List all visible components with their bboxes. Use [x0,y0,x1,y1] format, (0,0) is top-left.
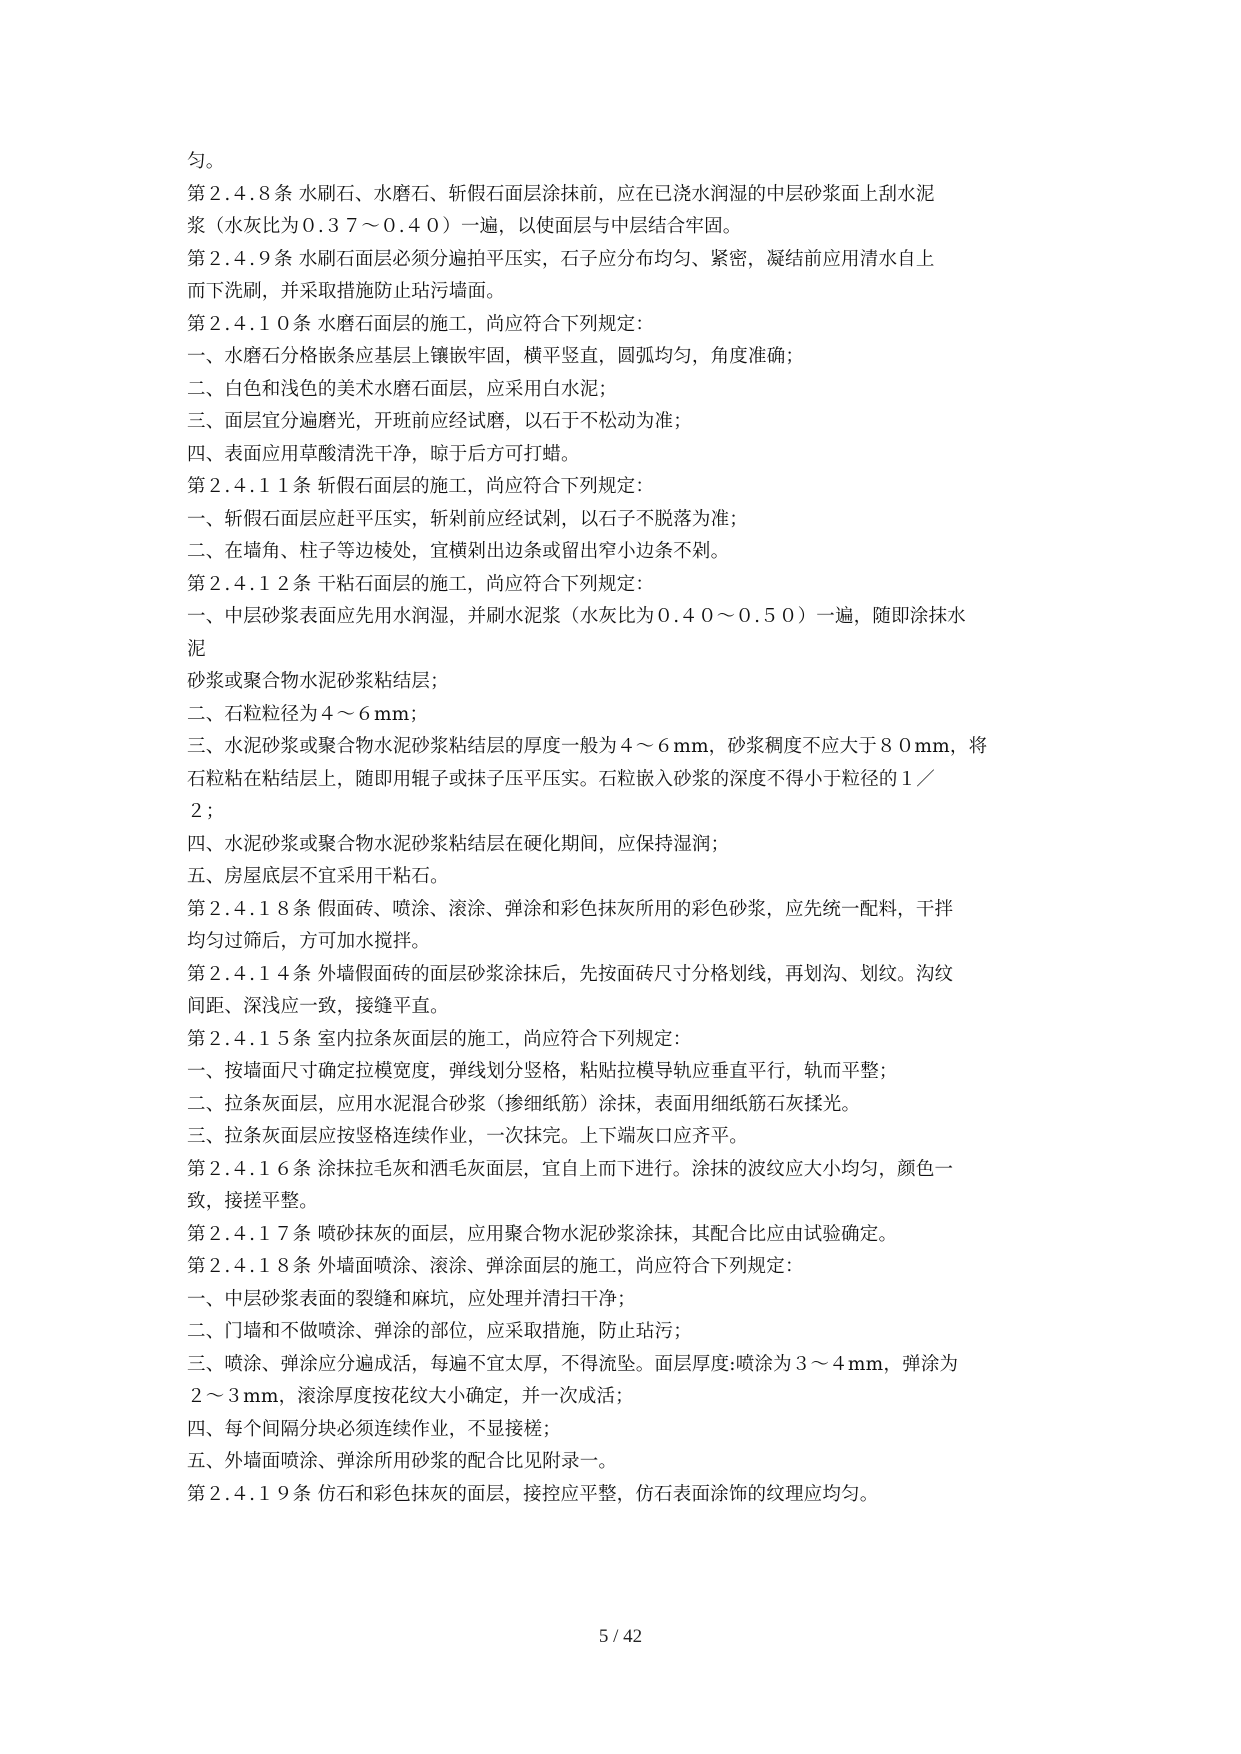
text-line: 第２.４.１２条 干粘石面层的施工，尚应符合下列规定： [187,573,655,595]
text-line: 第２.４.１５条 室内拉条灰面层的施工，尚应符合下列规定： [187,1028,692,1050]
document-body [187,146,1067,1511]
text-line: 第２.４.１８条 假面砖、喷涂、滚涂、弹涂和彩色抹灰所用的彩色砂浆，应先统一配料，干拌 [187,898,954,920]
text-line: 第２.４.９条 水刷石面层必须分遍拍平压实，石子应分布均匀、紧密，凝结前应用清水自上 [187,248,935,270]
text-line: 第２.４.１１条 斩假石面层的施工，尚应符合下列规定： [187,476,655,497]
text-line: 间距、深浅应一致，接缝平直。 [187,996,449,1017]
text-line: 致，接搓平整。 [187,1191,318,1212]
text-line: 四、每个间隔分块必须连续作业，不显接槎； [187,1418,562,1440]
text-line: 一、中层砂浆表面应先用水润湿，并刷水泥浆（水灰比为０.４０～０.５０）一遍，随即涂抹水 [187,606,966,627]
text-line: 均匀过筛后，方可加水搅拌。 [187,931,431,952]
text-line: 第２.４.１４条 外墙假面砖的面层砂浆涂抹后，先按面砖尺寸分格划线，再划沟、划纹。沟纹 [187,963,954,985]
text-line: 二、石粒粒径为４～６mm； [187,703,429,725]
text-line: 三、喷涂、弹涂应分遍成活，每遍不宜太厚，不得流坠。面层厚度:喷涂为３～４mm，弹涂为 [187,1353,959,1375]
text-line: 第２.４.１６条 涂抹拉毛灰和洒毛灰面层，宜自上而下进行。涂抹的波纹应大小均匀，颜色一 [187,1158,954,1180]
text-line: 第２.４.１０条 水磨石面层的施工，尚应符合下列规定： [187,313,655,335]
text-line: ２～３mm，滚涂厚度按花纹大小确定，并一次成活； [187,1386,634,1407]
text-line: 一、斩假石面层应赶平压实，斩剁前应经试剁，以石子不脱落为准； [187,508,749,530]
text-line: 二、门墙和不做喷涂、弹涂的部位，应采取措施，防止玷污； [187,1321,692,1342]
text-line: 二、白色和浅色的美术水磨石面层，应采用白水泥； [187,378,618,400]
text-line: 一、按墙面尺寸确定拉模宽度，弹线划分竖格，粘贴拉模导轨应垂直平行，轨而平整； [187,1061,898,1082]
text-line: 二、拉条灰面层，应用水泥混合砂浆（掺细纸筋）涂抹，表面用细纸筋石灰揉光。 [187,1093,861,1115]
text-line: ２； [187,801,225,822]
text-line: 二、在墙角、柱子等边棱处，宜横剁出边条或留出窄小边条不剁。 [187,541,730,562]
text-line: 五、房屋底层不宜采用干粘石。 [187,866,449,887]
text-line: 五、外墙面喷涂、弹涂所用砂浆的配合比见附录一。 [187,1451,618,1472]
text-line: 石粒粘在粘结层上，随即用辊子或抹子压平压实。石粒嵌入砂浆的深度不得小于粒径的１／ [187,768,936,790]
text-line: 三、面层宜分遍磨光，开班前应经试磨，以石于不松动为准； [187,411,692,432]
text-line: 砂浆或聚合物水泥砂浆粘结层； [187,671,449,692]
text-line: 一、中层砂浆表面的裂缝和麻坑，应处理并清扫干净； [187,1288,636,1310]
text-line: 一、水磨石分格嵌条应基层上镶嵌牢固，横平竖直，圆弧均匀，角度准确； [187,346,805,367]
text-line: 四、表面应用草酸清洗干净，晾于后方可打蜡。 [187,443,580,465]
text-line: 第２.４.１７条 喷砂抹灰的面层，应用聚合物水泥砂浆涂抹，其配合比应由试验确定。 [187,1223,898,1245]
text-line: 而下洗刷，并采取措施防止玷污墙面。 [187,281,505,302]
text-line: 三、水泥砂浆或聚合物水泥砂浆粘结层的厚度一般为４～６mm，砂浆稠度不应大于８０mm，将 [187,736,988,757]
text-line: 第２.４.１８条 外墙面喷涂、滚涂、弹涂面层的施工，尚应符合下列规定： [187,1256,804,1277]
text-line: 泥 [187,638,206,660]
text-line: 第２.４.８条 水刷石、水磨石、斩假石面层涂抹前，应在已浇水润湿的中层砂浆面上刮水泥 [187,183,935,205]
text-line: 四、水泥砂浆或聚合物水泥砂浆粘结层在硬化期间，应保持湿润； [187,833,730,855]
text-line: 匀。 [187,151,225,172]
text-line: 三、拉条灰面层应按竖格连续作业，一次抹完。上下端灰口应齐平。 [187,1126,749,1147]
text-line: 第２.４.１９条 仿石和彩色抹灰的面层，接控应平整，仿石表面涂饰的纹理应均匀。 [187,1483,879,1505]
text-line: 浆（水灰比为０.３７～０.４０）一遍，以使面层与中层结合牢固。 [187,216,742,237]
page-number: 5 / 42 [598,1626,643,1647]
